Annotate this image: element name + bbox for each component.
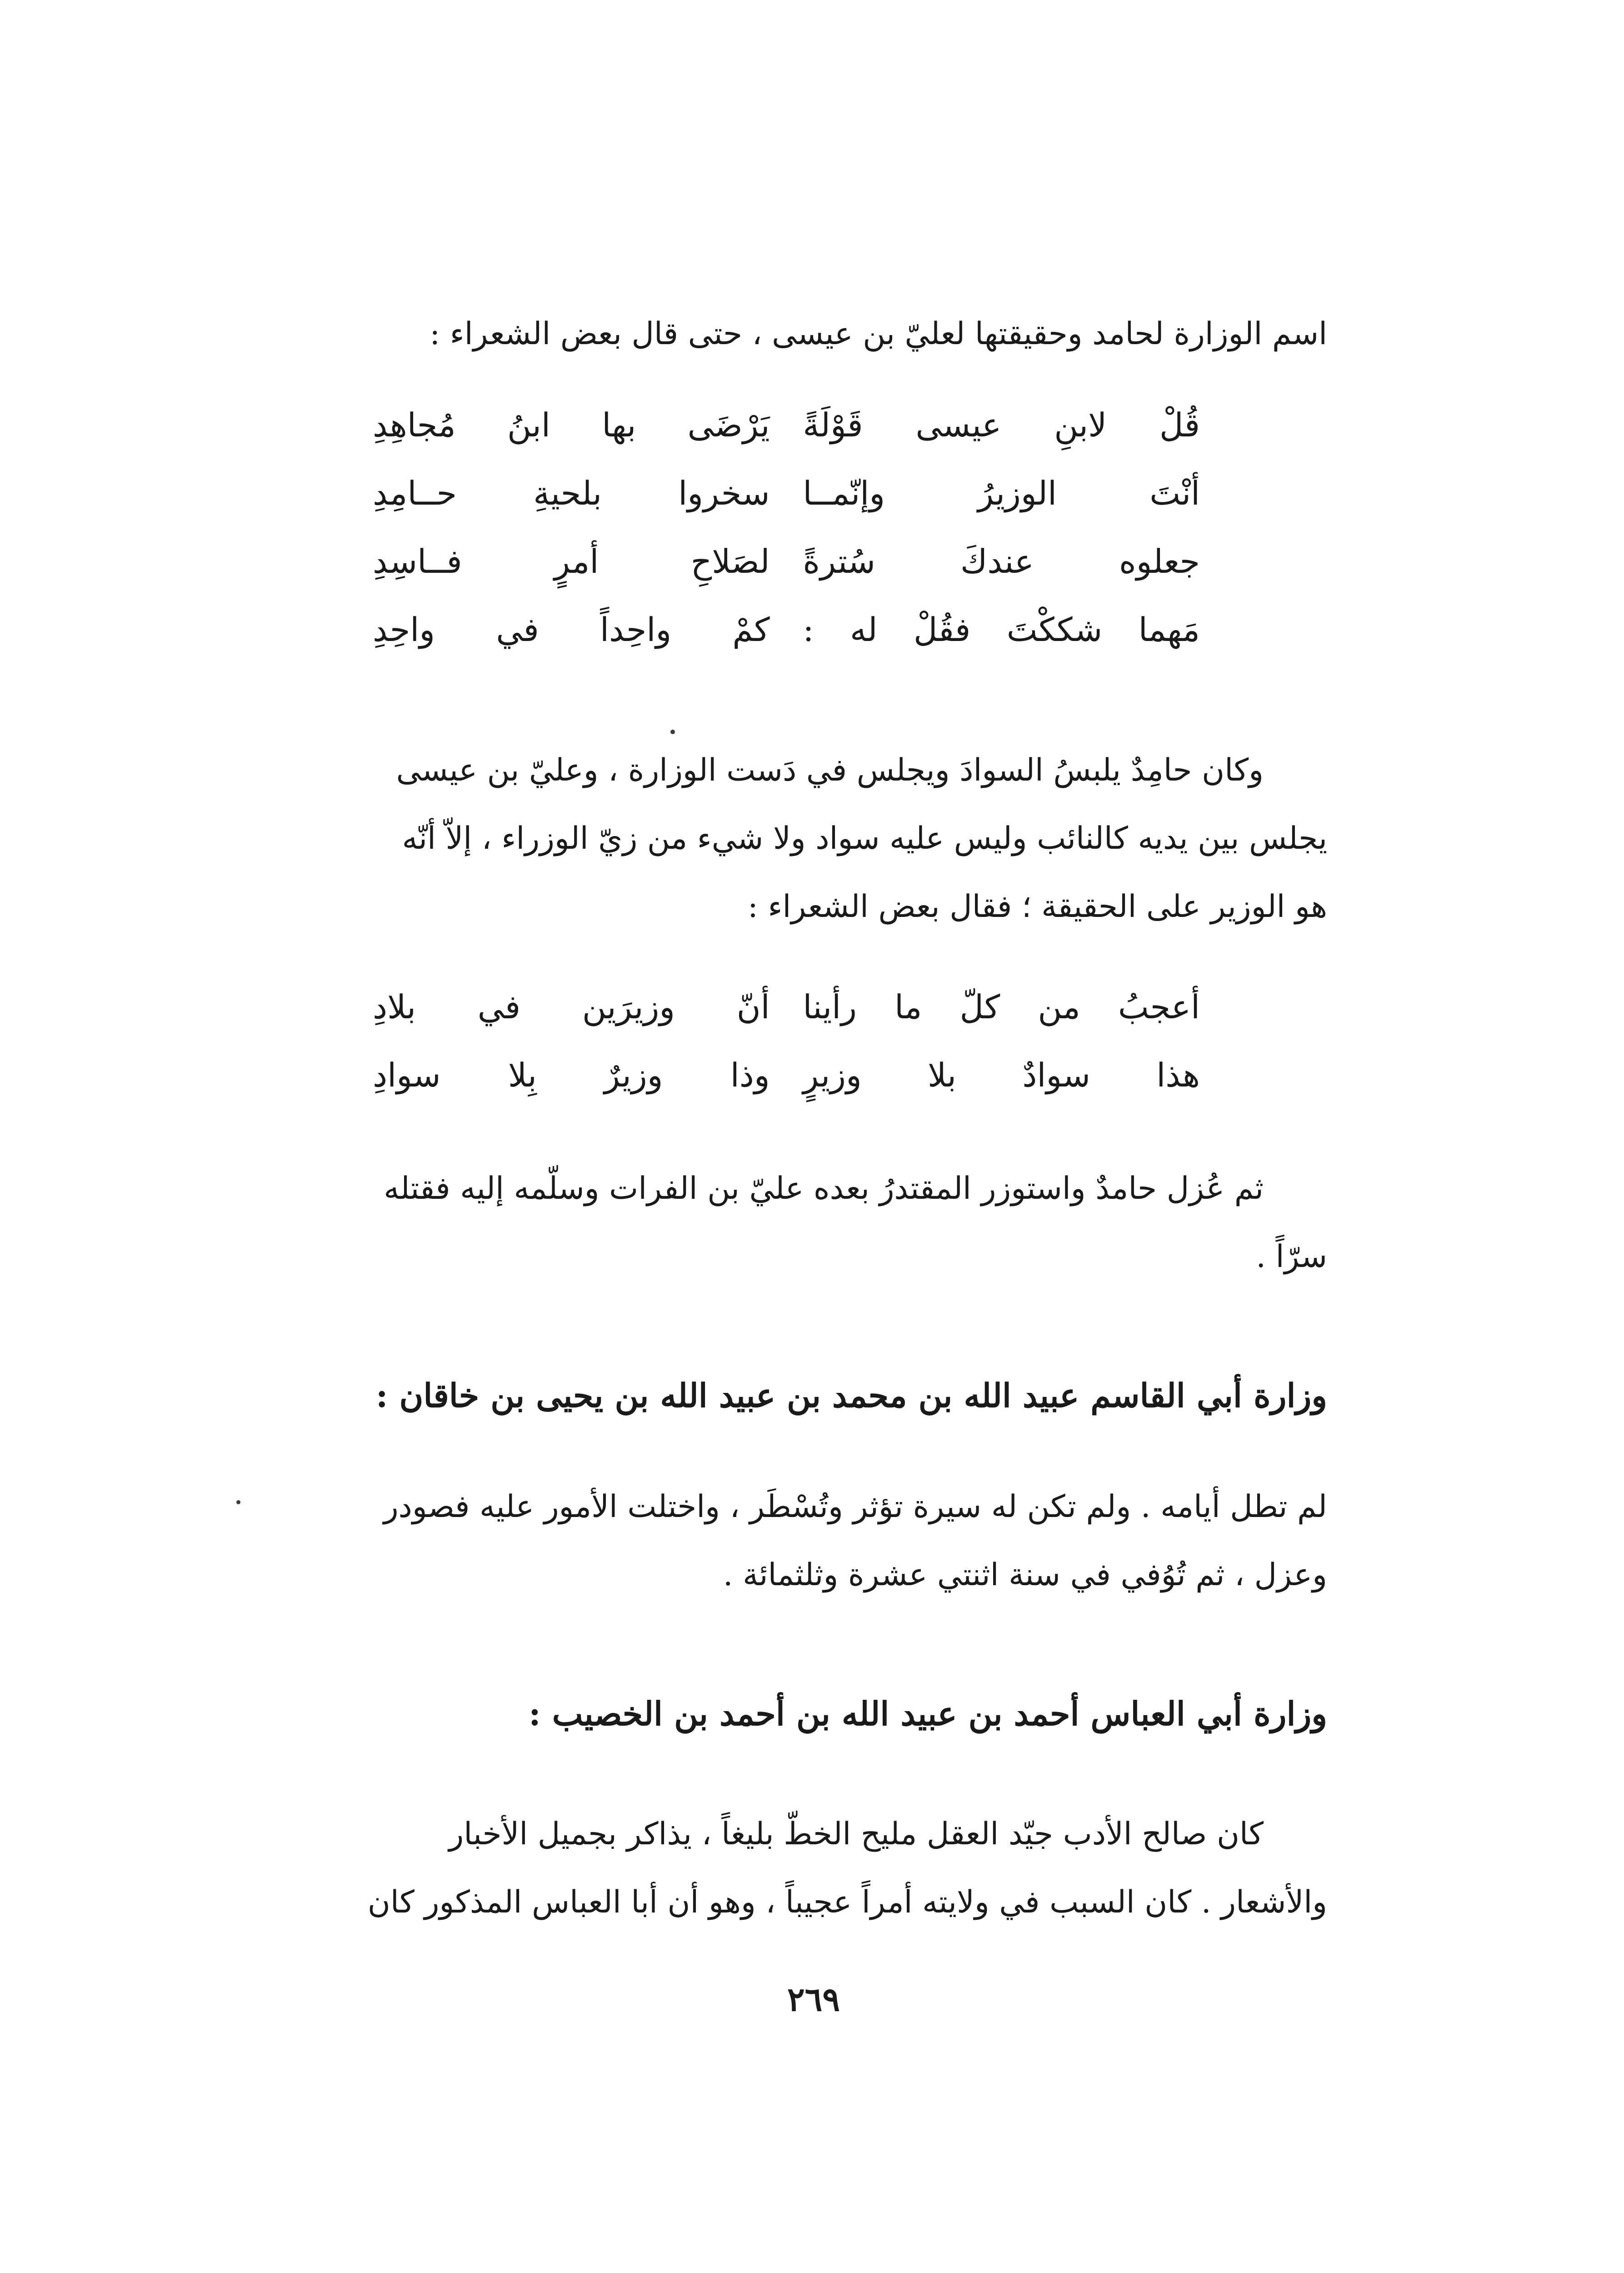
paragraph-1: [273, 736, 1327, 941]
section-heading-2-text: وزارة أبي العباس أحمد بن عبيد الله بن أحمد بن الخصيب :: [529, 1694, 1327, 1733]
paragraph-1-line-2: يجلس بين يديه كالنائب وليس عليه سواد ولا شيء من زيّ الوزراء ، إلاّ أنّه: [402, 821, 1327, 856]
hemistich-right: أنْتَ الوزيرُ وإنّمــا: [803, 474, 1200, 512]
paragraph-3-line-1: لم تطل أيامه . ولم تكن له سيرة تؤثر وتُسْطَر ، واختلت الأمور عليه فصودر: [383, 1489, 1327, 1525]
section-heading-1: [273, 1368, 1327, 1423]
paragraph-4: [273, 1800, 1327, 1937]
poem-1-verse-4: [373, 596, 1200, 664]
hemistich-left: لصَلاحِ أمرٍ فــاسِدِ: [373, 542, 770, 581]
paragraph-2-line-2: سرّاً .: [1256, 1239, 1327, 1275]
hemistich-left: وذا وزيرٌ بِلا سوادِ: [373, 1056, 770, 1094]
scan-speck: [670, 730, 675, 734]
scan-speck: [236, 1500, 240, 1504]
intro-line: اسم الوزارة لحامد وحقيقتها لعليّ بن عيسى ، حتى قال بعض الشعراء :: [430, 316, 1327, 352]
hemistich-right: مَهما شككْتَ فقُلْ له :: [803, 611, 1200, 649]
paragraph-3: [273, 1473, 1327, 1609]
poem-2-verse-1: [373, 973, 1200, 1041]
hemistich-left: يَرْضَى بها ابنُ مُجاهِدِ: [373, 406, 770, 444]
paragraph-2: [273, 1155, 1327, 1291]
paragraph-4-line-2: والأشعار . كان السبب في ولايته أمراً عجيباً ، وهو أن أبا العباس المذكور كان: [367, 1884, 1327, 1920]
hemistich-left: سخروا بلحيةِ حــامِدِ: [373, 474, 770, 512]
poem-1-verse-1: [373, 391, 1200, 459]
paragraph-2-line-1: ثم عُزل حامدٌ واستوزر المقتدرُ بعده عليّ بن الفرات وسلّمه إليه فقتله: [384, 1171, 1264, 1207]
paragraph-3-line-2: وعزل ، ثم تُوُفي في سنة اثنتي عشرة وثلثمائة .: [723, 1557, 1327, 1593]
poem-2: [373, 973, 1200, 1109]
hemistich-right: قُلْ لابنِ عيسى قَوْلَةً: [803, 406, 1200, 444]
paragraph-4-line-1: كان صالح الأدب جيّد العقل مليح الخطّ بليغاً ، يذاكر بجميل الأخبار: [449, 1816, 1264, 1852]
page-number: ٢٦٩: [787, 1980, 840, 2018]
section-heading-1-text: وزارة أبي القاسم عبيد الله بن محمد بن عبيد الله بن يحيى بن خاقان :: [375, 1376, 1327, 1415]
poem-1-verse-2: [373, 459, 1200, 527]
hemistich-left: أنّ وزيرَين في بلادِ: [373, 988, 770, 1026]
intro-text: [273, 300, 1327, 368]
poem-1: [373, 391, 1200, 664]
hemistich-right: هذا سوادٌ بلا وزيرٍ: [803, 1056, 1200, 1094]
hemistich-left: كمْ واحِداً في واحِدِ: [373, 611, 770, 649]
hemistich-right: أعجبُ من كلّ ما رأينا: [803, 988, 1200, 1026]
paragraph-1-line-1: وكان حامِدٌ يلبسُ السوادَ ويجلس في دَست الوزارة ، وعليّ بن عيسى: [396, 752, 1264, 788]
paragraph-1-line-3: هو الوزير على الحقيقة ؛ فقال بعض الشعراء :: [747, 889, 1327, 925]
poem-1-verse-3: [373, 527, 1200, 596]
section-heading-2: [273, 1687, 1327, 1741]
hemistich-right: جعلوه عندكَ سُترةً: [803, 542, 1200, 581]
poem-2-verse-2: [373, 1041, 1200, 1109]
